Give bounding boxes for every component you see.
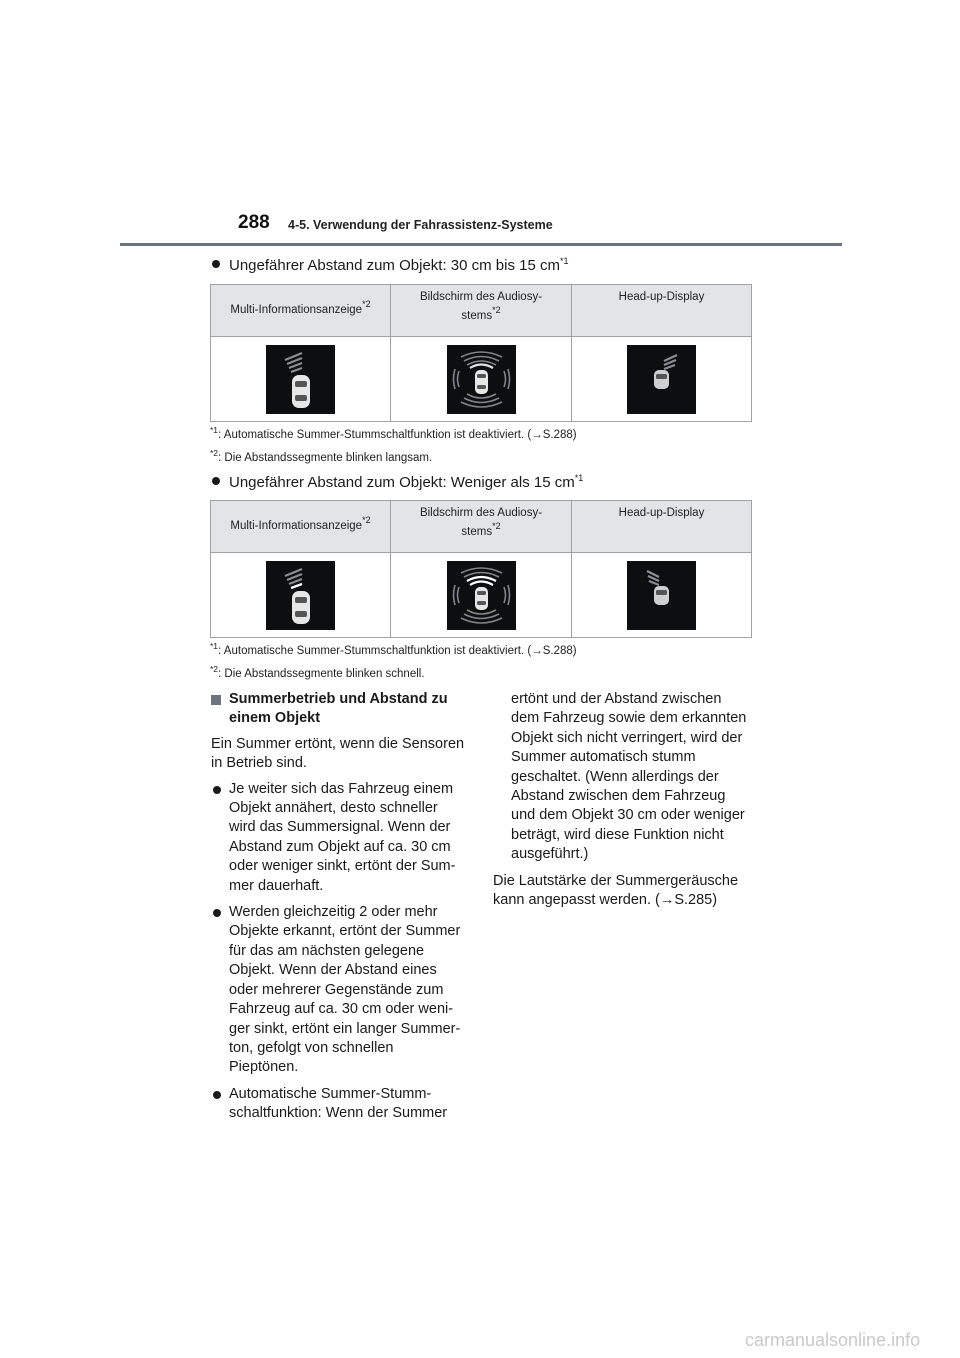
watermark: carmanualsonline.info xyxy=(745,1330,921,1350)
cell-hud xyxy=(572,337,752,422)
distance-heading-30-15 xyxy=(212,256,569,275)
col-header-multi-info: Multi-Informationsanzeige$^{*2}$ xyxy=(211,285,391,337)
page-number: 288 xyxy=(238,212,270,233)
footnote-1: $^{*1}$: Automatische Summer-Stummschaltfunktion ist deaktiviert. (→S.288) xyxy=(210,641,577,657)
left-column xyxy=(211,690,466,1131)
col-header-hud: Head-up-Display xyxy=(572,285,752,337)
cell-audio-system xyxy=(391,337,572,422)
header-rule xyxy=(120,243,842,246)
cell-multi-info xyxy=(211,337,391,422)
heading-text: Ungefährer Abstand zum Objekt: Weniger als 15 cm xyxy=(229,474,575,491)
hud-display-image xyxy=(627,345,696,414)
audio-system-display-image xyxy=(447,345,516,414)
col-header-audio: Bildschirm des Audiosy- stems$^{*2}$ xyxy=(391,285,572,337)
col-header-multi-info: Multi-Informationsanzeige$^{*2}$ xyxy=(211,501,391,553)
section-title: 4-5. Verwendung der Fahrassistenz-Systeme xyxy=(288,218,553,232)
heading-footnote-mark: *1 xyxy=(574,473,584,483)
hud-display-image xyxy=(627,561,696,630)
continuation-paragraph: ertönt und der Abstand zwischen dem Fahrzeug sowie dem erkannten Objekt sich nicht verringert, wird der Summer automatisch stumm geschaltet. (Wenn allerdings der Abstand zwischen dem Fahrzeug und dem Objekt 30 cm oder weniger beträgt, wird diese Funktion nicht ausgeführt.) xyxy=(511,691,747,863)
heading-footnote-mark: *1 xyxy=(560,256,569,266)
bullet-dot-icon xyxy=(213,1091,221,1099)
right-column xyxy=(493,690,748,916)
footnote-2: $^{*2}$: Die Abstandssegmente blinken langsam. xyxy=(210,448,433,464)
audio-system-display-image xyxy=(447,561,516,630)
footnote-1: $^{*1}$: Automatische Summer-Stummschaltfunktion ist deaktiviert. (→S.288) xyxy=(210,425,577,441)
multi-info-display-image xyxy=(266,561,335,630)
bullet-paragraph-2: Werden gleichzeitig 2 oder mehr Objekte erkannt, ertönt der Summer für das am nächsten gelegene Objekt. Wenn der Abstand eines oder mehrerer Gegenstände zum Fahrzeug auf ca. 30 cm oder weni-ger sinkt, ertönt ein langer Summer-ton, gefolgt von schnellen Pieptönen. xyxy=(211,903,466,1078)
subsection-heading: Summerbetrieb und Abstand zu einem Objekt xyxy=(211,690,466,729)
footnote-2: $^{*2}$: Die Abstandssegmente blinken schnell. xyxy=(210,664,425,680)
cell-audio-system xyxy=(391,553,572,638)
multi-info-display-image xyxy=(266,345,335,414)
bullet-dot-icon xyxy=(212,260,220,268)
bullet-dot-icon xyxy=(213,909,221,917)
cell-hud xyxy=(572,553,752,638)
display-table-2 xyxy=(210,500,752,638)
bullet-dot-icon xyxy=(213,786,221,794)
col-header-audio: Bildschirm des Audiosy- stems$^{*2}$ xyxy=(391,501,572,553)
square-bullet-icon xyxy=(211,695,221,705)
bullet-paragraph-1: Je weiter sich das Fahrzeug einem Objekt annähert, desto schneller wird das Summersignal. Wenn der Abstand zum Objekt auf ca. 30 cm oder weniger sinkt, ertönt der Sum-mer dauerhaft. xyxy=(211,780,466,896)
intro-paragraph: Ein Summer ertönt, wenn die Sensoren in Betrieb sind. xyxy=(211,735,465,772)
cell-multi-info xyxy=(211,553,391,638)
display-table-1 xyxy=(210,284,752,422)
bullet-paragraph-3: Automatische Summer-Stumm-schaltfunktion: Wenn der Summer xyxy=(211,1085,466,1124)
distance-heading-under-15 xyxy=(212,473,583,492)
volume-paragraph: Die Lautstärke der Summergeräusche kann angepasst werden. (→S.285) xyxy=(493,872,739,909)
heading-text: Ungefährer Abstand zum Objekt: 30 cm bis 15 cm xyxy=(229,257,560,274)
col-header-hud: Head-up-Display xyxy=(572,501,752,553)
bullet-dot-icon xyxy=(212,477,220,485)
